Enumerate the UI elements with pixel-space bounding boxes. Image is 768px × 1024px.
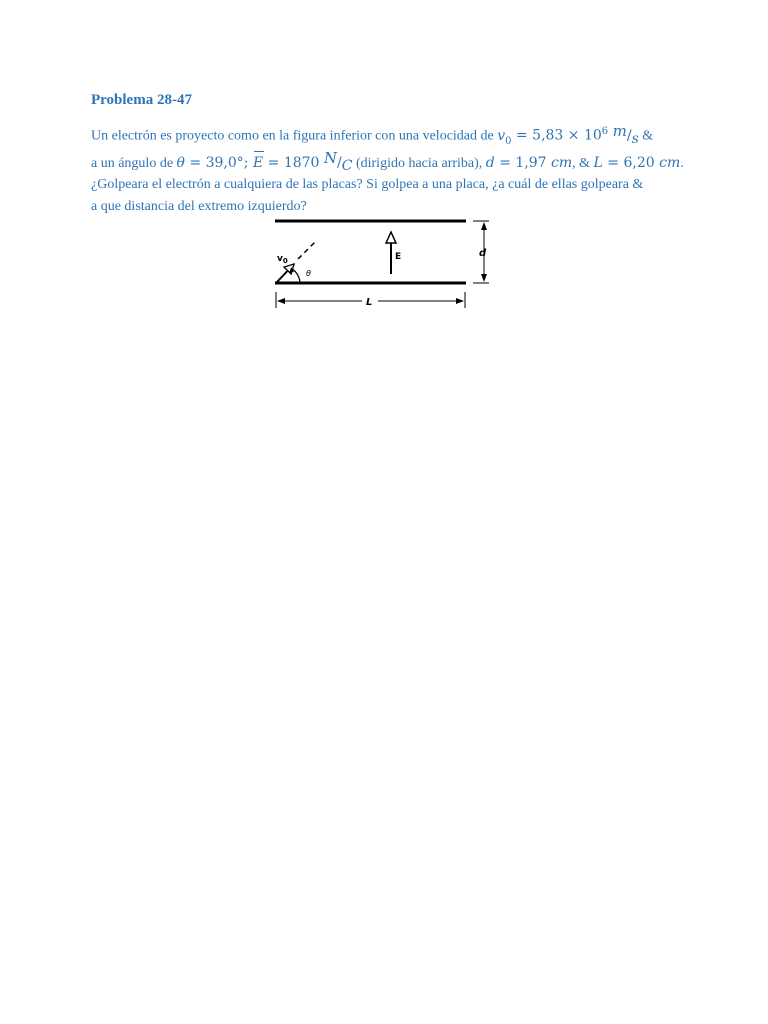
line2-text: a un ángulo de: [91, 155, 177, 171]
unit-denominator-s: s: [631, 130, 639, 147]
e-field-vector-symbol: E: [253, 153, 263, 175]
velocity-unit: m/s: [612, 121, 639, 147]
theta-symbol: θ: [176, 154, 185, 171]
figure-svg: [270, 216, 498, 316]
v0-symbol: [497, 127, 512, 147]
l-label: L: [366, 297, 373, 308]
d-unit: cm: [551, 154, 573, 171]
l-unit: cm: [659, 154, 681, 171]
separator: , &: [572, 155, 594, 171]
l-equation: = 6,20: [602, 154, 660, 171]
d-arrow-down: [481, 274, 487, 282]
e-field-label: E: [395, 252, 402, 262]
d-arrow-up: [481, 222, 487, 230]
statement-line-3: ¿Golpeara el electrón a cualquiera de las placas? Si golpea a una placa, ¿a cuál de ellas golpeara &: [91, 177, 644, 193]
l-arrow-right: [456, 298, 464, 304]
unit-denominator-c: C: [341, 157, 353, 174]
line1-tail: &: [638, 128, 654, 144]
direction-note: (dirigido hacia arriba),: [352, 155, 486, 171]
v0-equation: = 5,83 × 10: [511, 127, 602, 144]
v0-subscript: 0: [505, 135, 512, 147]
d-label: d: [479, 248, 487, 259]
line2-end: .: [680, 155, 684, 171]
e-field-equation: = 1870: [263, 154, 324, 171]
v0-label: $v_0$: [277, 254, 288, 265]
v0-letter: v: [497, 127, 506, 144]
v0-exponent: 6: [601, 126, 609, 137]
trajectory-dashed-line: [298, 240, 317, 259]
d-symbol: d: [485, 154, 495, 171]
l-symbol: L: [593, 154, 603, 171]
problem-title: Problema 28-47: [91, 92, 192, 108]
l-arrow-left: [277, 298, 285, 304]
parallel-plates-figure: [270, 216, 498, 316]
e-field-arrow-head: [386, 232, 396, 243]
statement-line-4: a que distancia del extremo izquierdo?: [91, 198, 307, 214]
d-equation: = 1,97: [494, 154, 552, 171]
unit-numerator-n: N: [323, 148, 338, 167]
statement-line-2: [91, 148, 691, 175]
statement-line-1: [91, 121, 691, 152]
unit-numerator-m: m: [612, 121, 627, 140]
field-unit: N/C: [323, 148, 353, 174]
theta-label: θ: [306, 269, 311, 278]
problem-statement: [91, 121, 691, 217]
line1-text: Un electrón es proyecto como en la figura inferior con una velocidad de: [91, 128, 498, 144]
theta-equation: = 39,0°;: [184, 154, 253, 171]
